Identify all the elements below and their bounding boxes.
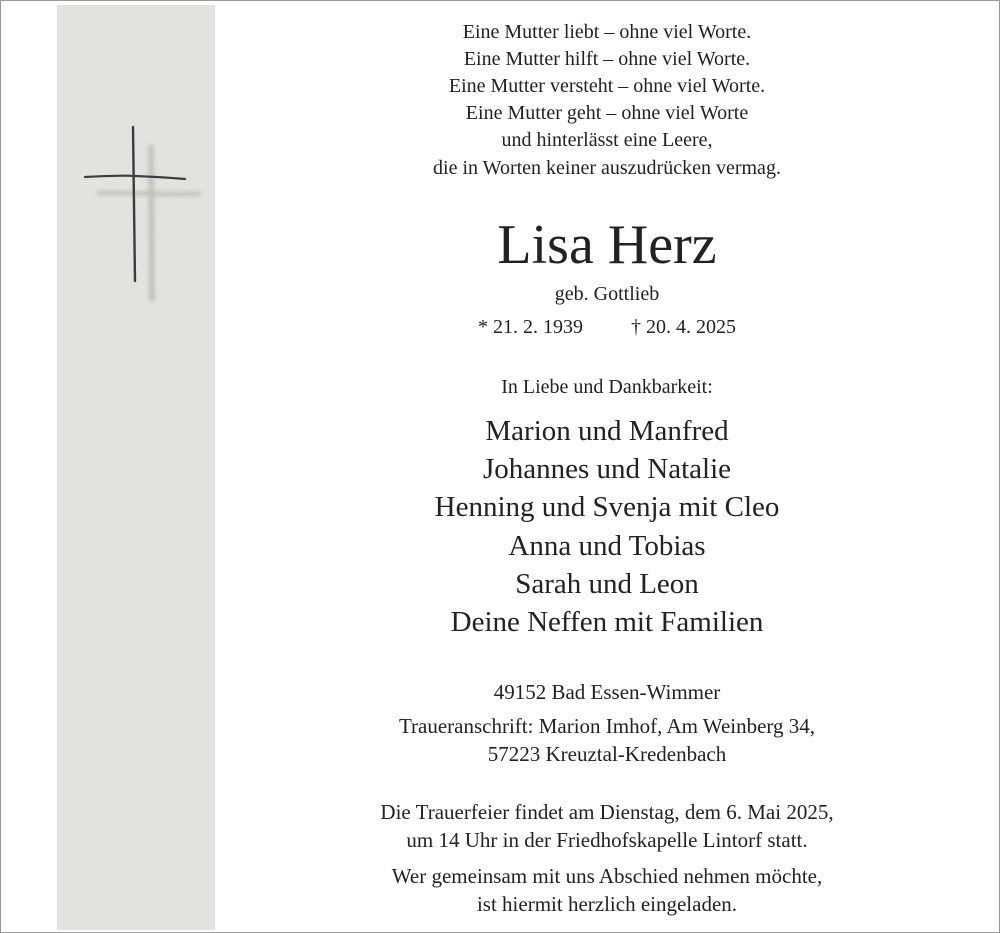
place: 49152 Bad Essen-Wimmer	[493, 680, 721, 704]
ceremony-info: Die Trauerfeier findet am Dienstag, dem 6. Mai 2025,	[380, 800, 834, 824]
poem-line: Eine Mutter geht – ohne viel Worte	[465, 102, 749, 124]
invitation-text: ist hiermit herzlich eingeladen.	[476, 892, 738, 916]
dedication: In Liebe und Dankbarkeit:	[501, 376, 713, 398]
family-member: Johannes und Natalie	[482, 453, 732, 485]
invitation-text: Wer gemeinsam mit uns Abschied nehmen möchte,	[391, 864, 823, 888]
mourning-address-city: 57223 Kreuztal-Kredenbach	[487, 742, 727, 766]
poem-line: und hinterlässt eine Leere,	[501, 129, 713, 151]
poem-line: Eine Mutter liebt – ohne viel Worte.	[462, 21, 752, 43]
ceremony-info: um 14 Uhr in der Friedhofskapelle Lintorf statt.	[406, 828, 808, 852]
poem-line: die in Worten keiner auszudrücken vermag.	[433, 157, 781, 179]
family-member: Deine Neffen mit Familien	[450, 606, 764, 638]
life-dates	[215, 316, 999, 339]
mourning-address: Traueranschrift: Marion Imhof, Am Weinberg 34,	[398, 714, 816, 738]
poem-line: Eine Mutter versteht – ohne viel Worte.	[448, 75, 766, 97]
family-member: Henning und Svenja mit Cleo	[434, 491, 780, 523]
family-member: Marion und Manfred	[485, 415, 729, 447]
family-member: Sarah und Leon	[515, 568, 699, 600]
deceased-name: Lisa Herz	[497, 214, 717, 276]
birth-date: * 21. 2. 1939	[478, 316, 583, 338]
notice-content	[215, 1, 999, 932]
death-date: † 20. 4. 2025	[631, 316, 736, 338]
family-member: Anna und Tobias	[508, 530, 706, 562]
poem-line: Eine Mutter hilft – ohne viel Worte.	[463, 48, 751, 70]
cross-icon	[81, 121, 211, 311]
birth-name: geb. Gottlieb	[554, 283, 660, 305]
